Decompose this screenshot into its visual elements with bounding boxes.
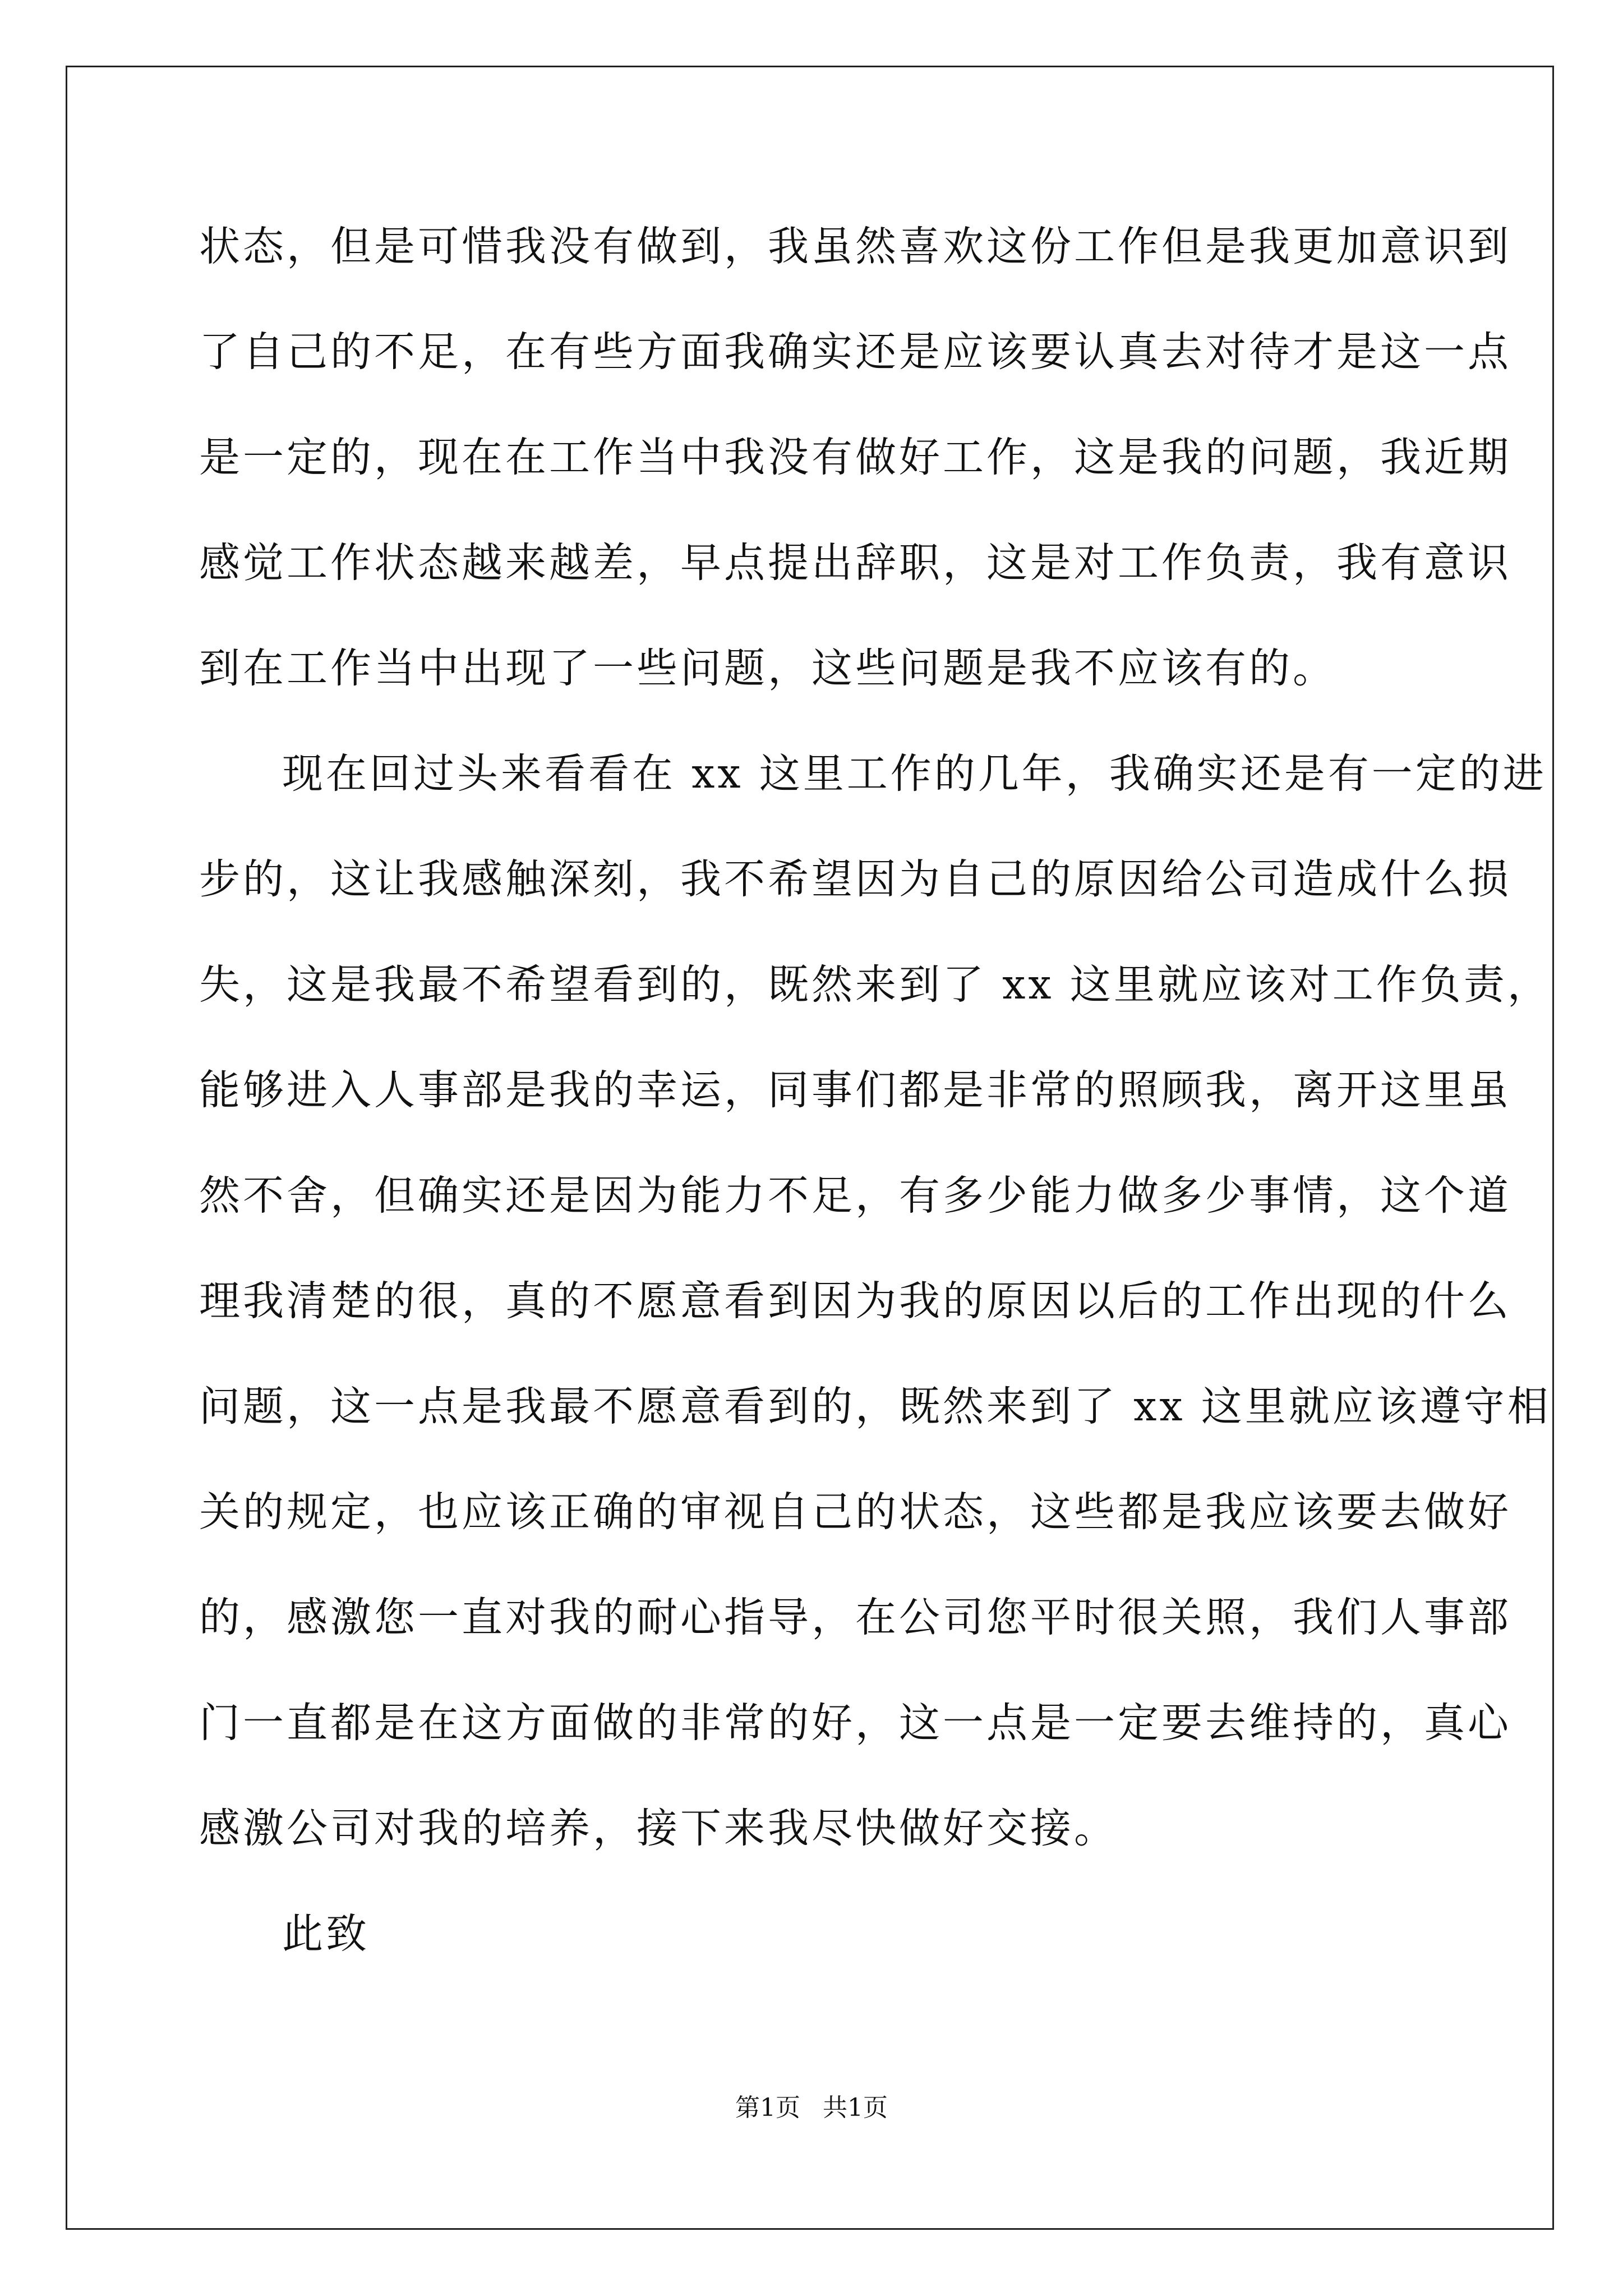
closing-salutation: 此致 (282, 1910, 370, 1958)
text-line: 的，感激您一直对我的耐心指导，在公司您平时很关照，我们人事部 (199, 1594, 1511, 1641)
text-line: 了自己的不足，在有些方面我确实还是应该要认真去对待才是这一点 (199, 328, 1511, 376)
paragraph-start-line: 现在回过头来看看在 xx 这里工作的几年，我确实还是有一定的进 (282, 750, 1547, 798)
text-line: 感激公司对我的培养，接下来我尽快做好交接。 (199, 1805, 1118, 1852)
page-number-total: 共1页 (823, 2093, 888, 2122)
text-line: 到在工作当中出现了一些问题，这些问题是我不应该有的。 (199, 645, 1336, 692)
text-line: 门一直都是在这方面做的非常的好，这一点是一定要去维持的，真心 (199, 1699, 1511, 1747)
text-line: 关的规定，也应该正确的审视自己的状态，这些都是我应该要去做好 (199, 1488, 1511, 1536)
text-line: 能够进入人事部是我的幸运，同事们都是非常的照顾我，离开这里虽 (199, 1066, 1511, 1114)
text-line: 感觉工作状态越来越差，早点提出辞职，这是对工作负责，我有意识 (199, 539, 1511, 587)
text-line: 失，这是我最不希望看到的，既然来到了 xx 这里就应该对工作负责， (199, 961, 1551, 1009)
text-line: 理我清楚的很，真的不愿意看到因为我的原因以后的工作出现的什么 (199, 1277, 1511, 1325)
text-line: 是一定的，现在在工作当中我没有做好工作，这是我的问题，我近期 (199, 434, 1511, 481)
text-line: 问题，这一点是我最不愿意看到的，既然来到了 xx 这里就应该遵守相 (199, 1383, 1551, 1430)
text-line: 然不舍，但确实还是因为能力不足，有多少能力做多少事情，这个道 (199, 1172, 1511, 1220)
page-footer (0, 2091, 1623, 2125)
text-line: 步的，这让我感触深刻，我不希望因为自己的原因给公司造成什么损 (199, 855, 1511, 903)
page-number-current: 第1页 (735, 2093, 800, 2122)
text-line: 状态，但是可惜我没有做到，我虽然喜欢这份工作但是我更加意识到 (199, 223, 1511, 270)
